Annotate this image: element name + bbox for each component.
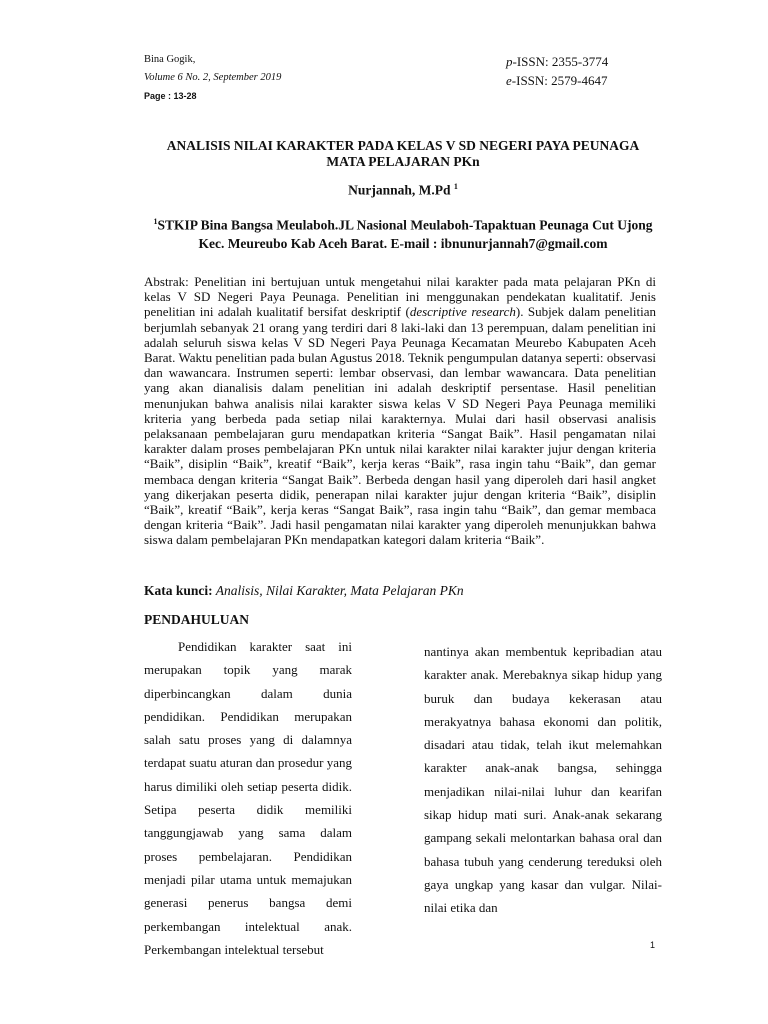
author [120, 182, 686, 199]
e-issn-prefix: e- [506, 73, 517, 88]
title-line-1: ANALISIS NILAI KARAKTER PADA KELAS V SD NEGERI PAYA PEUNAGA [166, 138, 640, 153]
author-name: Nurjannah, M.Pd [348, 182, 451, 198]
title-line-2: MATA PELAJARAN PKn [326, 154, 480, 169]
affiliation [120, 213, 686, 253]
running-header-right [506, 52, 608, 90]
author-sup: 1 [453, 182, 458, 191]
p-issn-value: ISSN: 2355-3774 [516, 54, 609, 69]
affiliation-sup: 1 [153, 217, 158, 226]
page-range: Page : 13-28 [144, 91, 197, 101]
affiliation-text-1: STKIP Bina Bangsa Meulaboh.JL Nasional Meulaboh-Tapaktuan Peunaga Cut Ujong [157, 217, 653, 233]
p-issn [506, 52, 608, 71]
keywords-value: Analisis, Nilai Karakter, Mata Pelajaran PKn [212, 583, 464, 598]
abstract-italic: descriptive research [409, 304, 516, 320]
keywords [144, 583, 464, 599]
body-column-left: Pendidikan karakter saat ini merupakan topik yang marak diperbincangkan dalam dunia pendidikan. Pendidikan merupakan salah satu proses yang di dalamnya terdapat suatu aturan dan prosedur yang harus dimiliki oleh setiap peserta didik. Setipa peserta didik memiliki tanggungjawab yang sama dalam proses pembelajaran. Pendidikan menjadi pilar utama untuk memajukan generasi penerus bangsa demi perkembangan intelektual anak. Perkembangan intelektual tersebut [144, 639, 352, 957]
affiliation-line-2: Kec. Meureubo Kab Aceh Barat. E-mail : ibnunurjannah7@gmail.com [198, 235, 608, 251]
e-issn-value: ISSN: 2579-4647 [516, 73, 608, 88]
abstract-part-1: Abstrak: Penelitian ini bertujuan untuk mengetahui nilai karakter pada mata pelajaran PKn di kelas V SD Negeri Paya Peunaga. Penelitian ini menggunakan pendekatan kualitatif. Jenis penelitian ini adalah kualitatif bersifat deskriptif ( [144, 274, 656, 320]
section-heading: PENDAHULUAN [144, 612, 250, 627]
affiliation-line-1 [120, 213, 686, 235]
running-header-left [144, 51, 281, 105]
paper-title [120, 138, 686, 170]
e-issn [506, 71, 608, 90]
body-column-right: nantinya akan membentuk kepribadian atau karakter anak. Merebaknya sikap hidup yang buruk dan budaya kekerasan atau merakyatnya bahasa ekonomi dan politik, disadari atau tidak, telah ikut melemahkan karakter anak-anak bangsa, sehingga menjadikan nilai-nilai luhur dan kearifan sikap hidup mati suri. Anak-anak sekarang gampang sekali melontarkan bahasa oral dan bahasa tubuh yang cenderung tereduksi oleh gaya ungkap yang kasar dan vulgar. Nilai-nilai etika dan [424, 644, 662, 916]
abstract-part-2: ). Subjek dalam penelitian berjumlah sebanyak 21 orang yang terdiri dari 8 laki-laki dan 13 perempuan, dalam penelitian ini adalah seluruh siswa kelas V SD Negeri Paya Peunaga Kecamatan Meurebo Kabupaten Aceh Barat. Waktu penelitian pada bulan Agustus 2018. Teknik pengumpulan datanya seperti: observasi dan wawancara. Instrumen seperti: lembar observasi, dan lembar wawancara. Data penelitian yang akan dianalisis dalam penelitian ini adalah deskriptif persentase. Hasil penelitian menunjukan bahwa analisis nilai karakter siswa kelas V SD Negeri Paya Peunaga memiliki kriteria yang berbeda pada setiap nilai karakternya. Mulai dari hasil observasi analisis pelaksanaan pembelajaran guru mendapatkan kriteria “Sangat Baik”. Hasil pengamatan nilai karakter dalam proses pembelajaran PKn untuk nilai karakter nilai karakter jujur dengan kriteria “Baik”, disiplin “Baik”, kreatif “Baik”, kerja keras “Baik”, rasa ingin tahu “Baik”, dan gemar membaca dengan kriteria “Sangat Baik”. Berbeda dengan hasil yang diperoleh dari hasil angket yang dikerjakan peserta didik, penerapan nilai karakter jujur dengan kriteria “Baik”, disiplin “Baik”, kreatif “Baik”, kerja keras “Sangat Baik”, rasa ingin tahu “Baik”, dan gemar membaca dengan kriteria “Baik”. Jadi hasil pengamatan nilai karakter yang diperoleh menunjukkan bahwa siswa dalam pembelajaran PKn mendapatkan kategori dalam kriteria “Baik”. [144, 304, 656, 548]
p-issn-prefix: p- [506, 54, 517, 69]
volume-info: Volume 6 No. 2, September 2019 [144, 72, 282, 83]
abstract [144, 274, 656, 548]
keywords-label: Kata kunci: [144, 583, 213, 598]
journal-name: Bina Gogik, [144, 54, 196, 65]
page-number: 1 [650, 940, 656, 950]
